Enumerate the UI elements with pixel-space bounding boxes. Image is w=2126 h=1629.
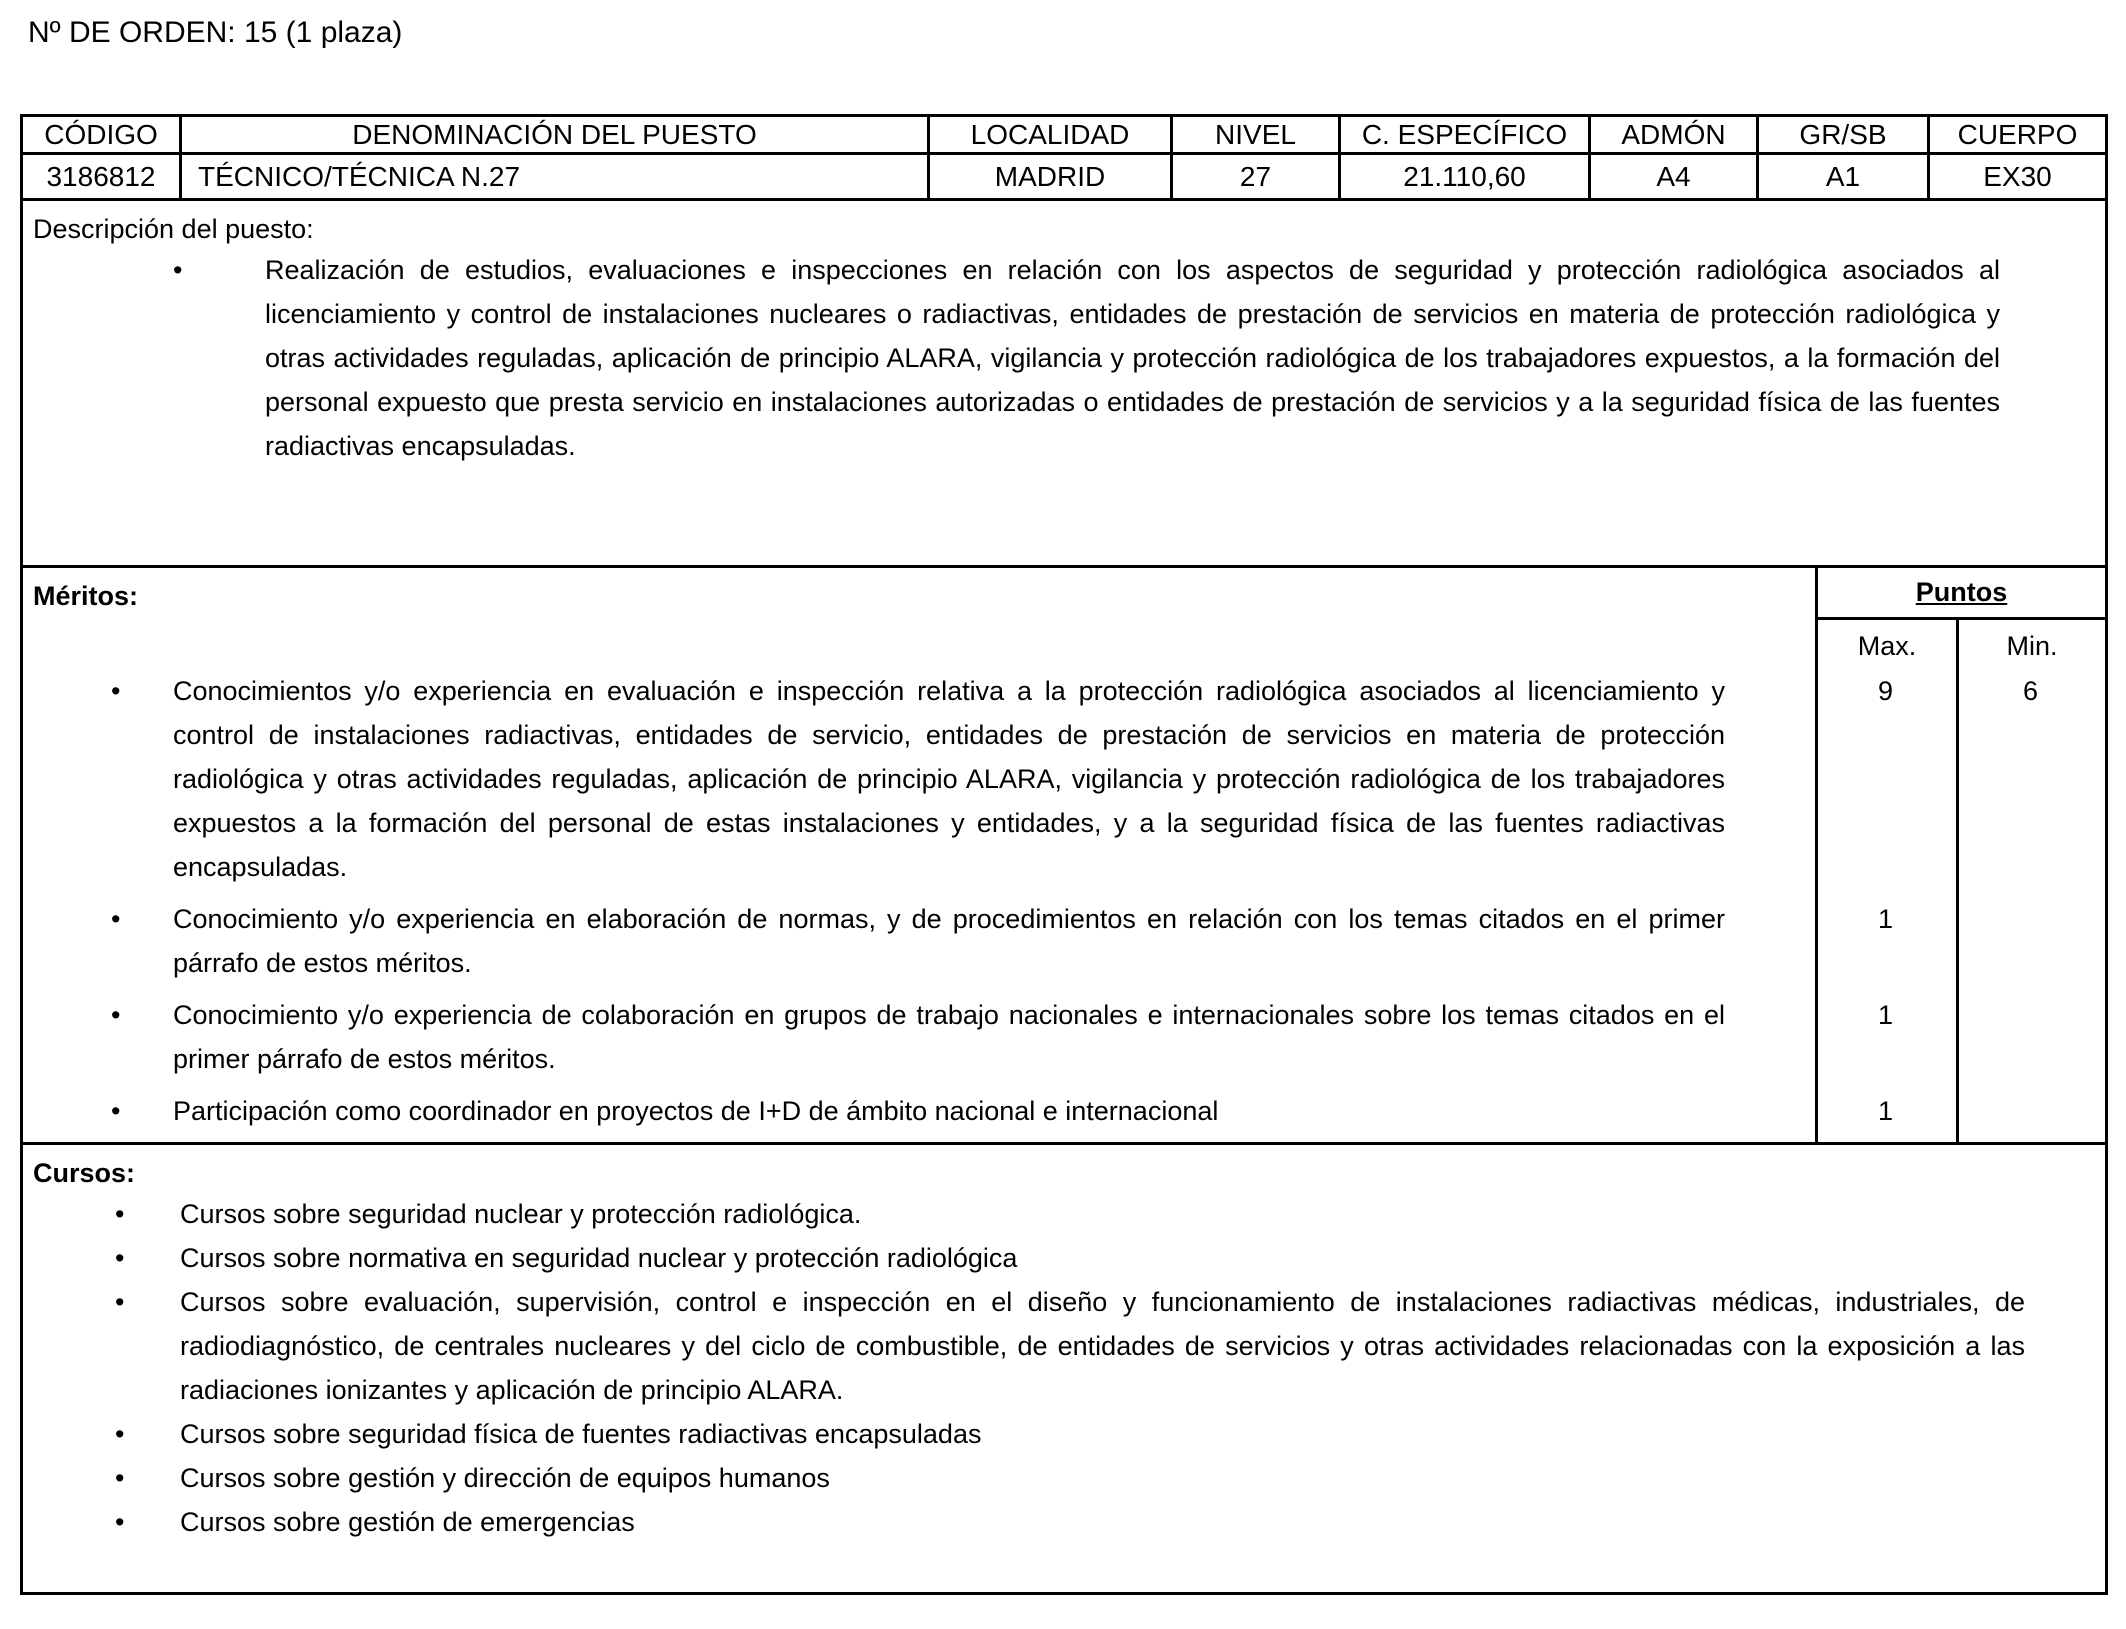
merito-text-cell <box>23 1089 1815 1133</box>
bullet-icon: • <box>111 1000 121 1030</box>
bullet-icon: • <box>115 1199 125 1229</box>
bullet-icon: • <box>115 1287 125 1317</box>
bullet-icon: • <box>115 1507 125 1537</box>
descripcion-list <box>23 248 2105 468</box>
merito-row <box>23 669 2105 889</box>
curso-item-text: Cursos sobre normativa en seguridad nuclear y protección radiológica <box>180 1243 1018 1273</box>
cursos-title: Cursos: <box>33 1158 136 1188</box>
bullet-icon: • <box>111 676 121 706</box>
list-item <box>23 1192 2105 1236</box>
bullet-icon: • <box>115 1463 125 1493</box>
list-item <box>23 1456 2105 1500</box>
merito-max-points: 1 <box>1877 1000 1894 1030</box>
meritos-list <box>23 669 2105 1133</box>
merito-min-points: 6 <box>2022 676 2039 706</box>
bullet-icon: • <box>115 1419 125 1449</box>
merito-row <box>23 1089 2105 1133</box>
merito-text-cell <box>23 897 1815 985</box>
merito-text-cell <box>23 993 1815 1081</box>
column-header-admon: ADMÓN <box>1591 117 1759 155</box>
merito-item-text: Participación como coordinador en proyectos de I+D de ámbito nacional e internacional <box>173 1096 1219 1126</box>
position-table-header-row <box>23 117 2105 155</box>
order-number-heading: Nº DE ORDEN: 15 (1 plaza) <box>28 16 403 49</box>
bullet-icon: • <box>115 1243 125 1273</box>
list-item <box>23 248 2105 468</box>
merito-max-points: 9 <box>1877 676 1894 706</box>
curso-item-text: Cursos sobre gestión de emergencias <box>180 1507 635 1537</box>
meritos-section <box>23 568 2105 1145</box>
merito-text-cell <box>23 669 1815 889</box>
value-c-especifico: 21.110,60 <box>1341 155 1591 201</box>
column-header-nivel: NIVEL <box>1173 117 1341 155</box>
puntos-max-label: Max. <box>1857 631 1917 661</box>
column-header-c-especifico: C. ESPECÍFICO <box>1341 117 1591 155</box>
column-header-cuerpo: CUERPO <box>1930 117 2105 155</box>
bullet-icon: • <box>111 1096 121 1126</box>
merito-item-text: Conocimiento y/o experiencia en elaboración de normas, y de procedimientos en relación con los temas citados en el primer párrafo de estos méritos. <box>173 904 1725 978</box>
merito-item-text: Conocimiento y/o experiencia de colaboración en grupos de trabajo nacionales e internacionales sobre los temas citados en el primer párrafo de estos méritos. <box>173 1000 1725 1074</box>
column-header-denominacion: DENOMINACIÓN DEL PUESTO <box>182 117 930 155</box>
descripcion-title: Descripción del puesto: <box>33 214 314 244</box>
cursos-list <box>23 1192 2105 1544</box>
list-item <box>23 1236 2105 1280</box>
list-item <box>23 1280 2105 1412</box>
max-min-divider <box>1956 620 1959 1142</box>
position-table-data-row <box>23 155 2105 201</box>
bullet-icon: • <box>173 255 183 285</box>
merito-max-points: 1 <box>1877 904 1894 934</box>
column-header-gr-sb: GR/SB <box>1759 117 1930 155</box>
curso-item-text: Cursos sobre evaluación, supervisión, control e inspección en el diseño y funcionamiento de instalaciones radiactivas médicas, industriales, de radiodiagnóstico, de centrales nucleares y del ciclo de combustible, de entidades de servicios y otras actividades relacionadas con la exposición a las radiaciones ionizantes y aplicación de principio ALARA. <box>180 1287 2025 1405</box>
value-codigo: 3186812 <box>23 155 182 201</box>
merito-max-points: 1 <box>1877 1096 1894 1126</box>
value-localidad: MADRID <box>930 155 1173 201</box>
merito-row <box>23 897 2105 985</box>
descripcion-section <box>23 201 2105 568</box>
value-nivel: 27 <box>1173 155 1341 201</box>
cursos-section <box>23 1145 2105 1592</box>
puntos-min-label: Min. <box>2006 631 2058 661</box>
merito-item-text: Conocimientos y/o experiencia en evaluación e inspección relativa a la protección radiológica asociados al licenciamiento y control de instalaciones radiactivas, entidades de servicio, entidades de prestación de servicios en materia de protección radiológica y otras actividades reguladas, aplicación de principio ALARA, vigilancia y protección radiológica de los trabajadores expuestos a la formación del personal de estas instalaciones y entidades, y a la seguridad física de las fuentes radiactivas encapsuladas. <box>173 676 1725 882</box>
column-header-localidad: LOCALIDAD <box>930 117 1173 155</box>
curso-item-text: Cursos sobre seguridad nuclear y protección radiológica. <box>180 1199 862 1229</box>
list-item <box>23 1500 2105 1544</box>
bullet-icon: • <box>111 904 121 934</box>
value-admon: A4 <box>1591 155 1759 201</box>
value-cuerpo: EX30 <box>1930 155 2105 201</box>
value-denominacion: TÉCNICO/TÉCNICA N.27 <box>182 155 930 201</box>
vacancy-table <box>20 114 2108 1595</box>
value-gr-sb: A1 <box>1759 155 1930 201</box>
curso-item-text: Cursos sobre gestión y dirección de equipos humanos <box>180 1463 830 1493</box>
merito-row <box>23 993 2105 1081</box>
descripcion-item-text: Realización de estudios, evaluaciones e inspecciones en relación con los aspectos de seguridad y protección radiológica asociados al licenciamiento y control de instalaciones nucleares o radiactivas, entidades de prestación de servicios en materia de protección radiológica y otras actividades reguladas, aplicación de principio ALARA, vigilancia y protección radiológica de los trabajadores expuestos, a la formación del personal expuesto que presta servicio en instalaciones autorizadas o entidades de prestación de servicios y a la seguridad física de las fuentes radiactivas encapsuladas. <box>265 255 2000 461</box>
list-item <box>23 1412 2105 1456</box>
curso-item-text: Cursos sobre seguridad física de fuentes radiactivas encapsuladas <box>180 1419 982 1449</box>
column-header-codigo: CÓDIGO <box>23 117 182 155</box>
meritos-title: Méritos: <box>33 581 139 611</box>
puntos-header: Puntos <box>1818 568 2105 620</box>
